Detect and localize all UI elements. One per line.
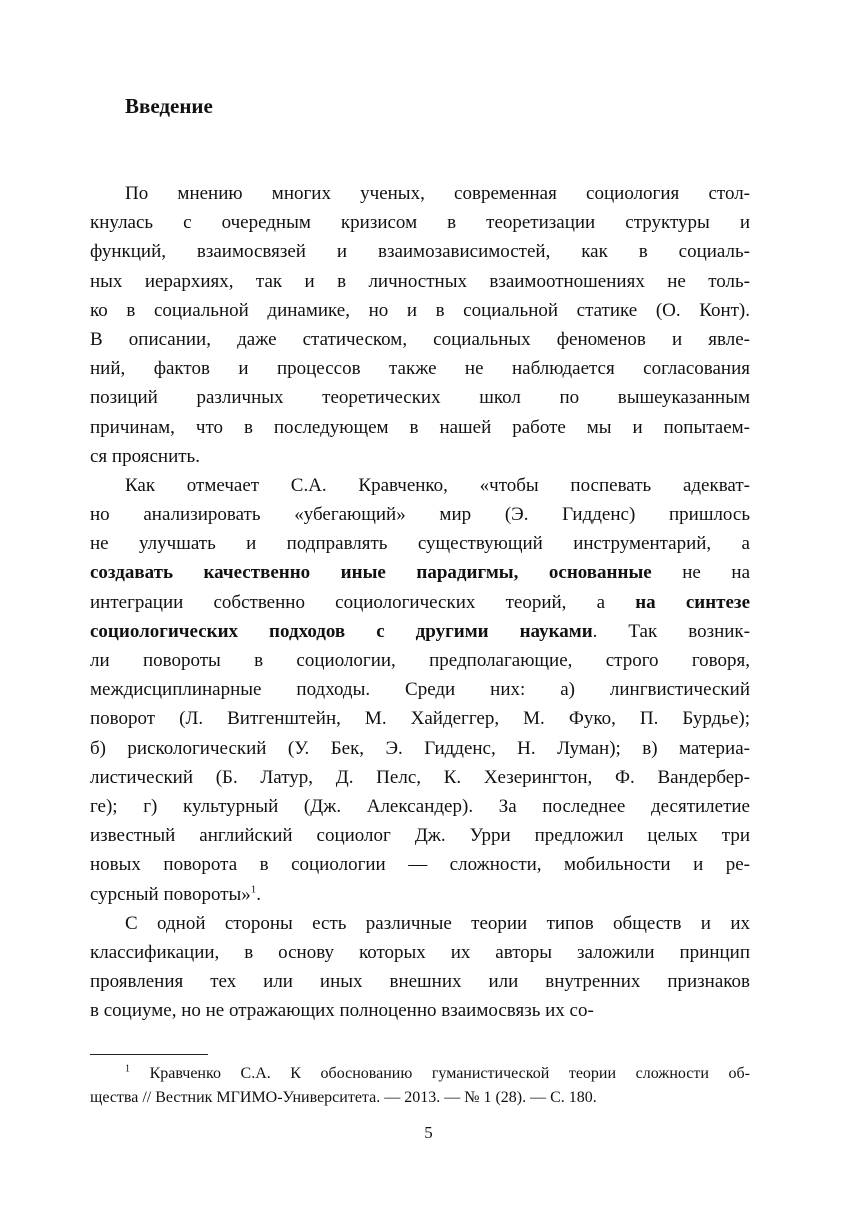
text-segment: ных иерархиях, так и в личностных взаимоотношениях не толь- (90, 270, 750, 292)
text-segment: известный английский социолог Дж. Урри предложил целых три (90, 825, 750, 847)
paragraph-2-line (90, 792, 750, 821)
text-segment: сурсный повороты» (90, 883, 251, 905)
footnote-text: Кравченко С.А. К обоснованию гуманистической теории сложности об- (130, 1065, 750, 1082)
text-segment: функций, взаимосвязей и взаимозависимостей, как в социаль- (90, 241, 750, 263)
text-segment: ли повороты в социологии, предполагающие, строго говоря, (90, 650, 750, 671)
text-segment: интеграции собственно социологических теорий, а (90, 591, 636, 613)
paragraph-2-line (90, 850, 750, 879)
paragraph-2-line (90, 529, 750, 558)
text-segment: ний, фактов и процессов также не наблюдается согласования (90, 358, 750, 380)
footnote-separator (90, 1054, 208, 1055)
paragraph-2-line (90, 500, 750, 529)
text-segment: не на (651, 562, 750, 584)
paragraph-2-line (90, 704, 750, 733)
body-text (90, 179, 750, 1025)
paragraph-1-line (90, 237, 750, 266)
paragraph-3-line (90, 967, 750, 996)
paragraph-2-line (90, 558, 750, 587)
paragraph-1-line (90, 325, 750, 354)
paragraph-3-line (90, 938, 750, 967)
bold-text: создавать качественно иные парадигмы, основанные (90, 562, 652, 584)
text-segment: новых поворота в социологии — сложности, мобильности и ре- (90, 854, 750, 876)
paragraph-2-line (90, 588, 750, 617)
paragraph-2-line (90, 880, 750, 909)
paragraph-1-line (90, 413, 750, 442)
text-segment: б) рискологический (У. Бек, Э. Гидденс, Н. Луман); в) материа- (90, 737, 750, 759)
text-segment: в социуме, но не отражающих полноценно взаимосвязь их со- (90, 1000, 594, 1022)
text-segment: ко в социальной динамике, но и в социальной статике (О. Конт). (90, 299, 750, 321)
paragraph-1-line (90, 442, 750, 471)
text-segment: ся прояснить. (90, 445, 200, 467)
paragraph-3-line (90, 996, 750, 1025)
text-segment: . Так возник- (592, 620, 750, 642)
text-segment: классификации, в основу которых их авторы заложили принцип (90, 941, 750, 963)
paragraph-2-line (90, 734, 750, 763)
text-segment: Как отмечает С.А. Кравченко, «чтобы поспевать адекват- (125, 474, 750, 496)
paragraph-2-line (90, 821, 750, 850)
paragraph-1-line (90, 179, 750, 208)
text-segment: ге); г) культурный (Дж. Александер). За последнее десятилетие (90, 795, 750, 817)
paragraph-2-line (90, 763, 750, 792)
footnote (90, 1062, 750, 1110)
paragraph-1-line (90, 296, 750, 325)
paragraph-1-line (90, 354, 750, 383)
paragraph-2-line (90, 617, 750, 646)
paragraph-2-line (90, 646, 750, 675)
text-segment: проявления тех или иных внешних или внутренних признаков (90, 971, 750, 993)
paragraph-2-line (90, 675, 750, 704)
page-number: 5 (424, 1123, 433, 1142)
paragraph-3-line (90, 909, 750, 938)
text-segment: не улучшать и подправлять существующий инструментарий, а (90, 533, 750, 555)
text-segment: поворот (Л. Витгенштейн, М. Хайдеггер, М. Фуко, П. Бурдье); (90, 708, 750, 730)
bold-text: на синтезе (635, 591, 750, 613)
text-segment: . (256, 883, 262, 905)
text-segment: причинам, что в последующем в нашей работе мы и попытаем- (90, 416, 750, 438)
text-segment: кнулась с очередным кризисом в теоретизации структуры и (90, 212, 750, 234)
footnote-line (90, 1062, 750, 1086)
paragraph-1-line (90, 383, 750, 412)
footnote-line: щества // Вестник МГИМО-Университета. — 2013. — № 1 (28). — С. 180. (90, 1089, 597, 1106)
text-segment: В описании, даже статическом, социальных феноменов и явле- (90, 328, 750, 350)
footnote-marker: 1 (125, 1063, 130, 1075)
paragraph-2-line (90, 471, 750, 500)
text-segment: листический (Б. Латур, Д. Пелс, К. Хезерингтон, Ф. Вандербер- (90, 766, 750, 788)
text-segment: По мнению многих ученых, современная социология стол- (125, 183, 750, 204)
paragraph-1-line (90, 267, 750, 296)
text-segment: позиций различных теоретических школ по вышеуказанным (90, 387, 750, 409)
text-segment: С одной стороны есть различные теории типов обществ и их (125, 912, 750, 934)
bold-text: социологических подходов с другими науками (90, 620, 593, 642)
section-heading: Введение (125, 94, 213, 118)
footnote-reference: 1 (250, 883, 257, 896)
paragraph-1-line (90, 208, 750, 237)
text-segment: междисциплинарные подходы. Среди них: а) лингвистический (90, 679, 750, 701)
text-segment: но анализировать «убегающий» мир (Э. Гидденс) пришлось (90, 504, 750, 526)
